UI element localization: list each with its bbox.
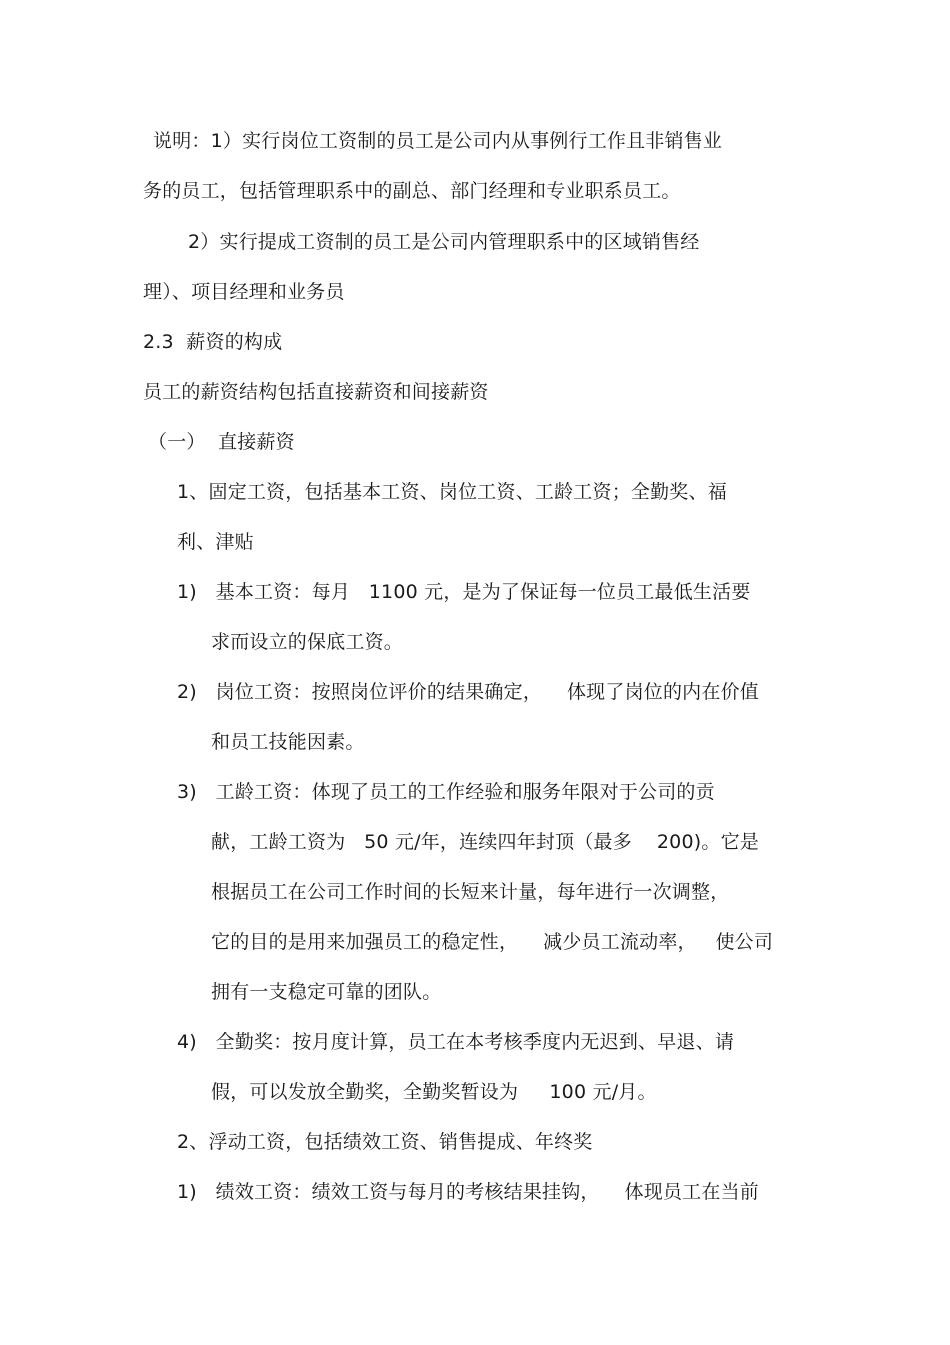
list-item: 2) 岗位工资：按照岗位评价的结果确定， 体现了岗位的内在价值 [177, 681, 759, 703]
section-heading: 2.3 薪资的构成 [143, 331, 283, 353]
text-line: 献，工龄工资为 50 元/年，连续四年封顶（最多 200)。它是 [211, 831, 759, 853]
text-line: 假，可以发放全勤奖，全勤奖暂设为 100 元/月。 [211, 1081, 657, 1103]
subsection-heading: （一） 直接薪资 [148, 431, 295, 453]
text-line: 根据员工在公司工作时间的长短来计量，每年进行一次调整， [211, 881, 730, 903]
text-line: 务的员工，包括管理职系中的副总、部门经理和专业职系员工。 [143, 180, 681, 202]
text-line: 和员工技能因素。 [211, 731, 365, 753]
text-line: 2）实行提成工资制的员工是公司内管理职系中的区域销售经 [188, 231, 700, 253]
list-item: 1) 基本工资：每月 1100 元，是为了保证每一位员工最低生活要 [177, 581, 751, 603]
text-line: 利、津贴 [177, 531, 254, 553]
text-line: 求而设立的保底工资。 [211, 631, 404, 653]
text-line: 理）、项目经理和业务员 [143, 281, 345, 303]
text-line: 它的目的是用来加强员工的稳定性， 减少员工流动率， 使公司 [211, 931, 774, 953]
text-line: 员工的薪资结构包括直接薪资和间接薪资 [143, 381, 489, 403]
text-line: 说明：1）实行岗位工资制的员工是公司内从事例行工作且非销售业 [153, 130, 723, 152]
list-item: 1) 绩效工资：绩效工资与每月的考核结果挂钩， 体现员工在当前 [177, 1181, 759, 1203]
list-item: 1、固定工资，包括基本工资、岗位工资、工龄工资；全勤奖、福 [177, 481, 727, 503]
list-item: 3) 工龄工资：体现了员工的工作经验和服务年限对于公司的贡 [177, 781, 715, 803]
list-item: 2、浮动工资，包括绩效工资、销售提成、年终奖 [177, 1131, 593, 1153]
text-line: 拥有一支稳定可靠的团队。 [211, 981, 442, 1003]
list-item: 4) 全勤奖：按月度计算，员工在本考核季度内无迟到、早退、请 [177, 1031, 735, 1053]
